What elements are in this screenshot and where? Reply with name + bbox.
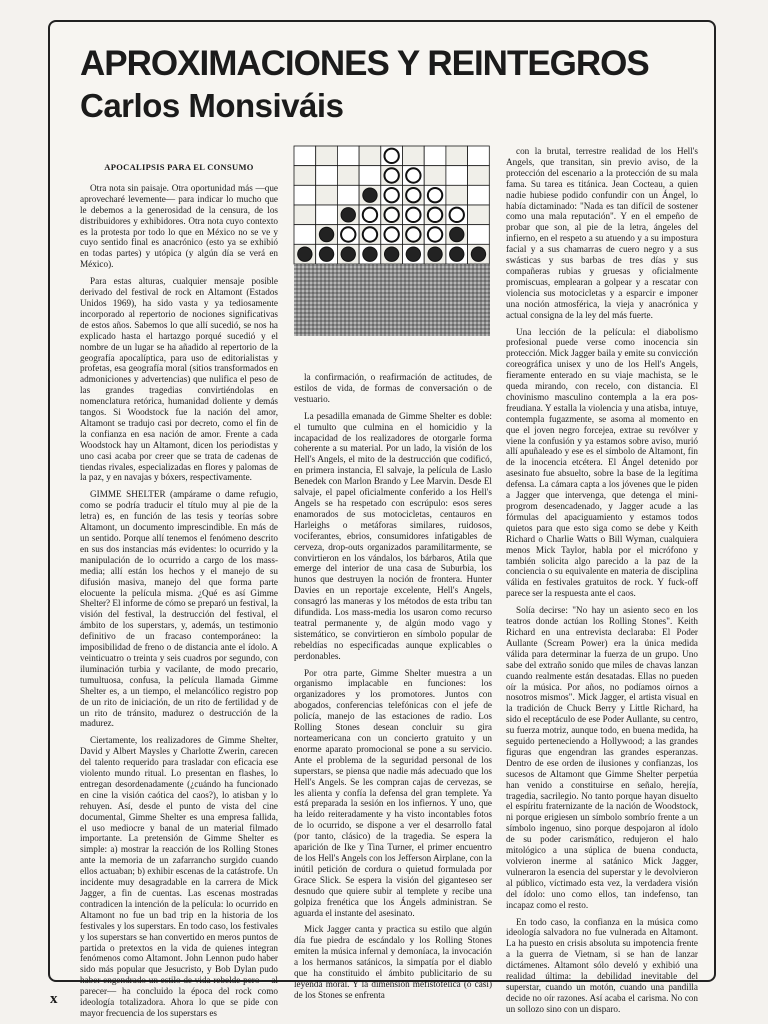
paragraph: La pesadilla emanada de Gimme Shelter es doble: el tumulto que culmina en el homicidio y la incapacidad de los realizadores de otorgarle forma coherente a su material. Por un lado, la visión de los Hell's Angels, el mito de la destrucción que codificó, en primera instancia, El salvaje, la película de Laslo Benedek con Marlon Brando y Lee Marvin. Desde El salvaje, el papel oficialmente conferido a los Hell's Angels se ha respetado con escrúpulo: esos seres enamorados de sus motocicletas, centauros en Harleighs o metáforas similares, ruidosos, vociferantes, ebrios, consumidores infatigables de cerveza, drop-outs organizados paramilitarmente, se convirtieron en los vándalos, los bárbaros, Atila que emerge del interior de una casa de Suburbia, los hunos que destruyen la noción de frontera. Hunter Davies en un reportaje excelente, Hell's Angels, consagró las maneras y los métodos de esta tribu tan difundida. Los mass-media los usaron como recurso teatral permanente y, de algún modo vago y sistemático, se convirtieron en símbolo popular de rebeldías no especificadas aunque explicables o perdonables.: [294, 410, 492, 661]
article-title: APROXIMACIONES Y REINTEGROS: [80, 44, 649, 83]
open-circle: [406, 208, 420, 222]
grid-cell: [446, 146, 468, 166]
grid-cell: [294, 166, 316, 186]
paragraph: Otra nota sin paisaje. Otra oportunidad más —que aprovecharé levemente— para indicar lo mucho que le debemos a la generosidad de la censura, de los distribuidores y exhibidores. Otra nota cuyo contexto es la protesta por todo lo que en México no se ve y cuyo sentido final es anacrónico (esto ya se exhibió en todas partes) y utópica (y algún día se verá en México).: [80, 182, 278, 270]
filled-circle: [319, 247, 333, 261]
open-circle: [384, 227, 398, 241]
open-circle: [341, 227, 355, 241]
grid-cell: [468, 225, 490, 245]
grid-cell: [359, 166, 381, 186]
open-circle: [406, 227, 420, 241]
open-circle: [428, 188, 442, 202]
paragraph: con la brutal, terrestre realidad de los Hell's Angels, que transitan, sin previo aviso, de la protección del escenario a la protección de su mala fama. Su tarea es titánica. Jean Cocteau, a quien nadie hubiese podido confundir con un Ángel, lo había dictaminado: "Nada es tan difícil de sostener como una mala reputación". Y en el empeño de probar que son, al pie de la letra, ángeles del infierno, en el respeto a su atuendo y a su impostura facial y a sus chamarras de cuero negro y a sus swásticas y sus barbas de tres días y sus compañeras rubias y gruesas y oficialmente promiscuas, emplearan a golpear y a rescatar con violencia sus motocicletas y a esparcir e imponer una noción atmosférica, la vieja y anacrónica y actual consigna de la ley del más fuerte.: [506, 146, 698, 320]
grid-cell: [337, 146, 359, 166]
filled-circle: [363, 247, 377, 261]
filled-circle: [363, 188, 377, 202]
paragraph: Ciertamente, los realizadores de Gimme Shelter, David y Albert Maysles y Charlotte Zwerin, carecen del talento requerido para trasladar con eficacia ese violento mundo ritual. Lo presentan en flashes, lo entregan desordenadamente (¿cuándo ha funcionado en cine la visión caótica del caos?), lo atisban y lo rehuyen. Así, desde el punto de vista del cine documental, Gimme Shelter es una empresa fallida, el uso mediocre y banal de un material filmado importante. La pretensión de Gimme Shelter es simple: a) mostrar la reacción de los Rolling Stones ante la memoria de un zafarrancho surgido cuando ellos actuaban; b) exhibir escenas de la catástrofe. Un incidente muy desagradable en la carrera de Mick Jagger, a fin de cuentas. Las escenas mostradas contradicen la intención de la película: lo ocurrido en Altamont no fue un bad trip en la historia de los festivales y los superstars. En todo caso, los festivales y los superstars se han convertido en meros puntos de partida o pretextos en la vida de quienes integran fenómenos como Altamont. John Lennon pudo haber sido más popular que Jesucristo, y Bob Dylan pudo haber engendrado un estilo de vida rebelde pero —al parecer— ha concluido la época del rock como ideología totalizadora. Ahora lo que se pide con mayor frecuencia de los superstars es: [80, 735, 279, 1018]
filled-circle: [341, 208, 355, 222]
article-frame: [48, 20, 716, 1018]
open-circle: [384, 149, 398, 163]
open-circle: [363, 208, 377, 222]
filled-circle: [298, 247, 312, 261]
open-circle: [384, 188, 398, 202]
filled-circle: [406, 247, 420, 261]
filled-circle: [319, 227, 333, 241]
open-circle: [384, 208, 398, 222]
grid-cell: [446, 166, 468, 186]
grid-cell: [468, 146, 490, 166]
grid-cell: [424, 166, 446, 186]
filled-circle: [428, 247, 442, 261]
grid-cell: [337, 185, 359, 205]
grid-cell: [316, 146, 338, 166]
text-column-2: [294, 372, 492, 1000]
paragraph: GIMME SHELTER (ampárame o dame refugio, como se podría traducir el título muy al pie de la letra) es, en función de las tesis y teorías sobre Altamont, un documento imprescindible. En más de un sentido. Porque allí tenemos el fenómeno descrito en sus dos instancias más evidentes: lo ocurrido y la manipulación de lo ocurrido a cargo de los mass-media; allí están los hechos y el manejo de su difusión masiva, manejo del que forma parte elocuente la película misma. ¿Qué es así Gimme Shelter? El informe de cómo se preparó un festival, la visión del festival, la destrucción del festival, el ámbito de los superstars, y, además, un testimonio definitivo de un fracaso contemporáneo: la imposibilidad de freno o de distancia ante el ídolo. A veinticuatro o treinta y seis cuadros por segundo, con iluminación turbia y vacilante, de modo precario, tumultuosa, confusa, la película llamada Gimme Shelter es, a un tiempo, el melancólico registro pop de un rito de iniciación, de un rito de fertilidad y de un rito de tránsito, madurez o destrucción de la madurez.: [80, 489, 278, 729]
paragraph: Para estas alturas, cualquier mensaje posible derivado del festival de rock en Altamont (Estados Unidos 1969), ha sido vasta y ya tediosamente incorporado al repertorio de nociones significativas de estos años. Sabemos lo que allí sucedió, se nos ha explicado hasta el hartazgo porqué sucedió y el nombre de un lugar se ha añadido al repertorio de la geografía apocalíptica, para uso de editorialistas y profetas, esa geografía moral (sitios transformados en admoniciones y advertencias) que nulifica el peso de las grandes tragedias convirtiéndolas en nomenclatura retórica, humanidad doliente y demás tangos. Si Woodstock fue la nación del amor, Altamont se tradujo casi por decreto, como el fin de la confianza en esa nación de amor. Frente a cada Woodstock hay un Altamont, dicen los periodistas y uno casi acaba por creer que se trata de cadenas de tiendas rivales, especializadas en flores y palomas de la paz, y en navajas y bóxers, respectivamente.: [80, 276, 278, 483]
grid-cell: [316, 185, 338, 205]
grid-cell: [316, 205, 338, 225]
section-heading: APOCALIPSIS PARA EL CONSUMO: [104, 162, 254, 172]
grid-cell: [468, 185, 490, 205]
open-circle: [428, 208, 442, 222]
grid-cell: [403, 146, 425, 166]
grid-cell: [424, 146, 446, 166]
paragraph: Por otra parte, Gimme Shelter muestra a un organismo implacable en funciones: los organizadores y los promotores. Juntos con abogados, conferencias telefónicas con el jefe de policía, manejo de las estaciones de radio. Los Rolling Stones desean concluir su gira norteamericana con un concierto gratuito y un enorme aparato promocional se pone a su servicio. Ante el problema de la seguridad personal de los superstars, se piensa que nadie más adecuado que los Hell's Angels. Se les compran cajas de cervezas, se les alienta y confía la defensa del gran templete. Ya está preparada la sesión en los infiernos. Y uno, que ha leído reiteradamente y ha visto incontables fotos de lo ocurrido, se dispone a ver el desarrollo fatal (por tanto, clásico) de la tragedia. Se espera la aparición de Ike y Tina Turner, el primer encuentro de los Hell's Angels con los Jefferson Airplane, con la inútil petición de cordura o quietud formulada por Grace Slick. Se espera la visión del giganteseo ser desnudo que quiere subir al templete y recibe una golpiza frenética que los Ángels administran. Se aguarda el instante del asesinato.: [294, 667, 492, 918]
grid-cell: [294, 225, 316, 245]
paragraph: Una lección de la película: el diabolismo profesional puede verse como inocencia sin protección. Mick Jagger baila y emite su convicción coreográfica unisex y uno de los Hell's Angels, fieramente enterado en su viaje machista, se le queda mirando, con recelo, con distancia. El chovinismo masculino contempla a la era pos-freudiana. Y estalla la violencia y una atisba, intuye, contempla fugazmente, se asoma al momento en que el joven negro forcejea, extrae su revólver y viene la confusión y ya estamos sobre aviso, murió allí apuñaleado y ese es el símbolo de Altamont, fin de la inocencia etcétera. El Ángel detenido por asesinato fue absuelto, sobre la base de la legítima defensa. La cámara capta a los jóvenes que le piden a Jagger que intervenga, que detenga el mini-progrom desencadenado, y Jagger acude a las fórmulas del apaciguamiento y estamos todos quietos para que esto siga como se debe y Keith Richard o Charlie Watts o Bill Wyman, cualquiera menos Mick Taylor, habla por el micrófono y también solicita algo parecido a la paz de la conciencia o su equivalente en materia de disciplina válida en festivales gratuitos de rock. Y fuck-off parece ser la respuesta ante el caos.: [506, 326, 698, 599]
grid-cell: [294, 146, 316, 166]
paragraph: la confirmación, o reafirmación de actitudes, de estilos de vida, de formas de conversación o de vestuario.: [294, 372, 492, 404]
stippled-ground: [294, 264, 490, 336]
grid-cell: [468, 166, 490, 186]
filled-circle: [341, 247, 355, 261]
grid-cell: [446, 185, 468, 205]
grid-cell: [294, 205, 316, 225]
open-circle: [406, 188, 420, 202]
open-circle: [428, 227, 442, 241]
text-column-1: [80, 146, 279, 1018]
filled-circle: [450, 247, 464, 261]
grid-cell: [337, 166, 359, 186]
grid-cell: [294, 185, 316, 205]
paragraph: Mick Jagger canta y practica su estilo que algún día fue piedra de escándalo y los Rolling Stones emiten la música infernal y demoníaca, la invocación a los hermanos satánicos, la simpatía por el diablo que ha constituido el ámbito publicitario de su leyenda moral. Y la dimensión mefistofélica (o casi) de los Stones se enfrenta: [294, 924, 492, 1000]
open-circle: [450, 208, 464, 222]
paragraph: En todo caso, la confianza en la música como ideología salvadora no fue vulnerada en Altamont. La ha puesto en crisis absoluta su impotencia frente a la guerra de Vietnam, si se han de lanzar dictámenes. Altamont sólo develó y exhibió una realidad última: la debilidad inevitable del superstar, cuando un motón, cuando una pandilla decide no oír razones. Así acaba el carisma. No con un sollozo sino con un disparo.: [506, 916, 698, 1014]
article-author: Carlos Monsiváis: [80, 87, 344, 124]
open-circle: [384, 168, 398, 182]
grid-cell: [316, 166, 338, 186]
filled-circle: [384, 247, 398, 261]
open-circle: [406, 168, 420, 182]
circles-grid-illustration: [294, 146, 490, 336]
filled-circle: [471, 247, 485, 261]
grid-cell: [359, 146, 381, 166]
open-circle: [363, 227, 377, 241]
grid-cell: [468, 205, 490, 225]
filled-circle: [450, 227, 464, 241]
paragraph: Solía decirse: "No hay un asiento seco en los teatros donde actúan los Rolling Stones". Keith Richard en una entrevista declaraba: El Poder Aullante (Scream Power) era la única medida válida para determinar la fuerza de un grupo. Uno sabe del extraño sonido que miles de chavas lanzan cuando realmente están desatadas. Ellas no pueden oír la música. Por años, no podíamos oírnos a nosotros mismos". Mick Jagger, el artista visual en la tradición de Chuck Berry y Little Richard, ha sido el receptáculo de ese Poder Aullante, su centro, su fuerza motriz, aunque todo, en buena medida, ha seguido perteneciendo a Hollywood; a las grandes figuras que engendran las grandes esperanzas. Dentro de ese orden de ilusiones y confianzas, los sucesos de Altamont que Gimme Shelter perpetúa han venido a constituirse en señalo, herejía, tragedia, sacrilegio. No tanto porque hayan disuelto el espíritu fraternizante de la nación de Woodstock, ni porque erigiesen un símbolo sombrío frente a un símbolo ingenuo, sino porque despojaron al ídolo de su poder carismático, redujeron el halo mitológico a una súplica de buena conducta, volvieron inerme al satánico Mick Jagger, vulneraron la esencia del superstar y le devolvieron al público, víctimado esta vez, la verdadera visión del ídolo: uno como ellos, tan indefenso, tan incapaz como el resto.: [506, 605, 698, 910]
text-column-3: [506, 146, 698, 1014]
page-mark: x: [50, 991, 58, 1007]
